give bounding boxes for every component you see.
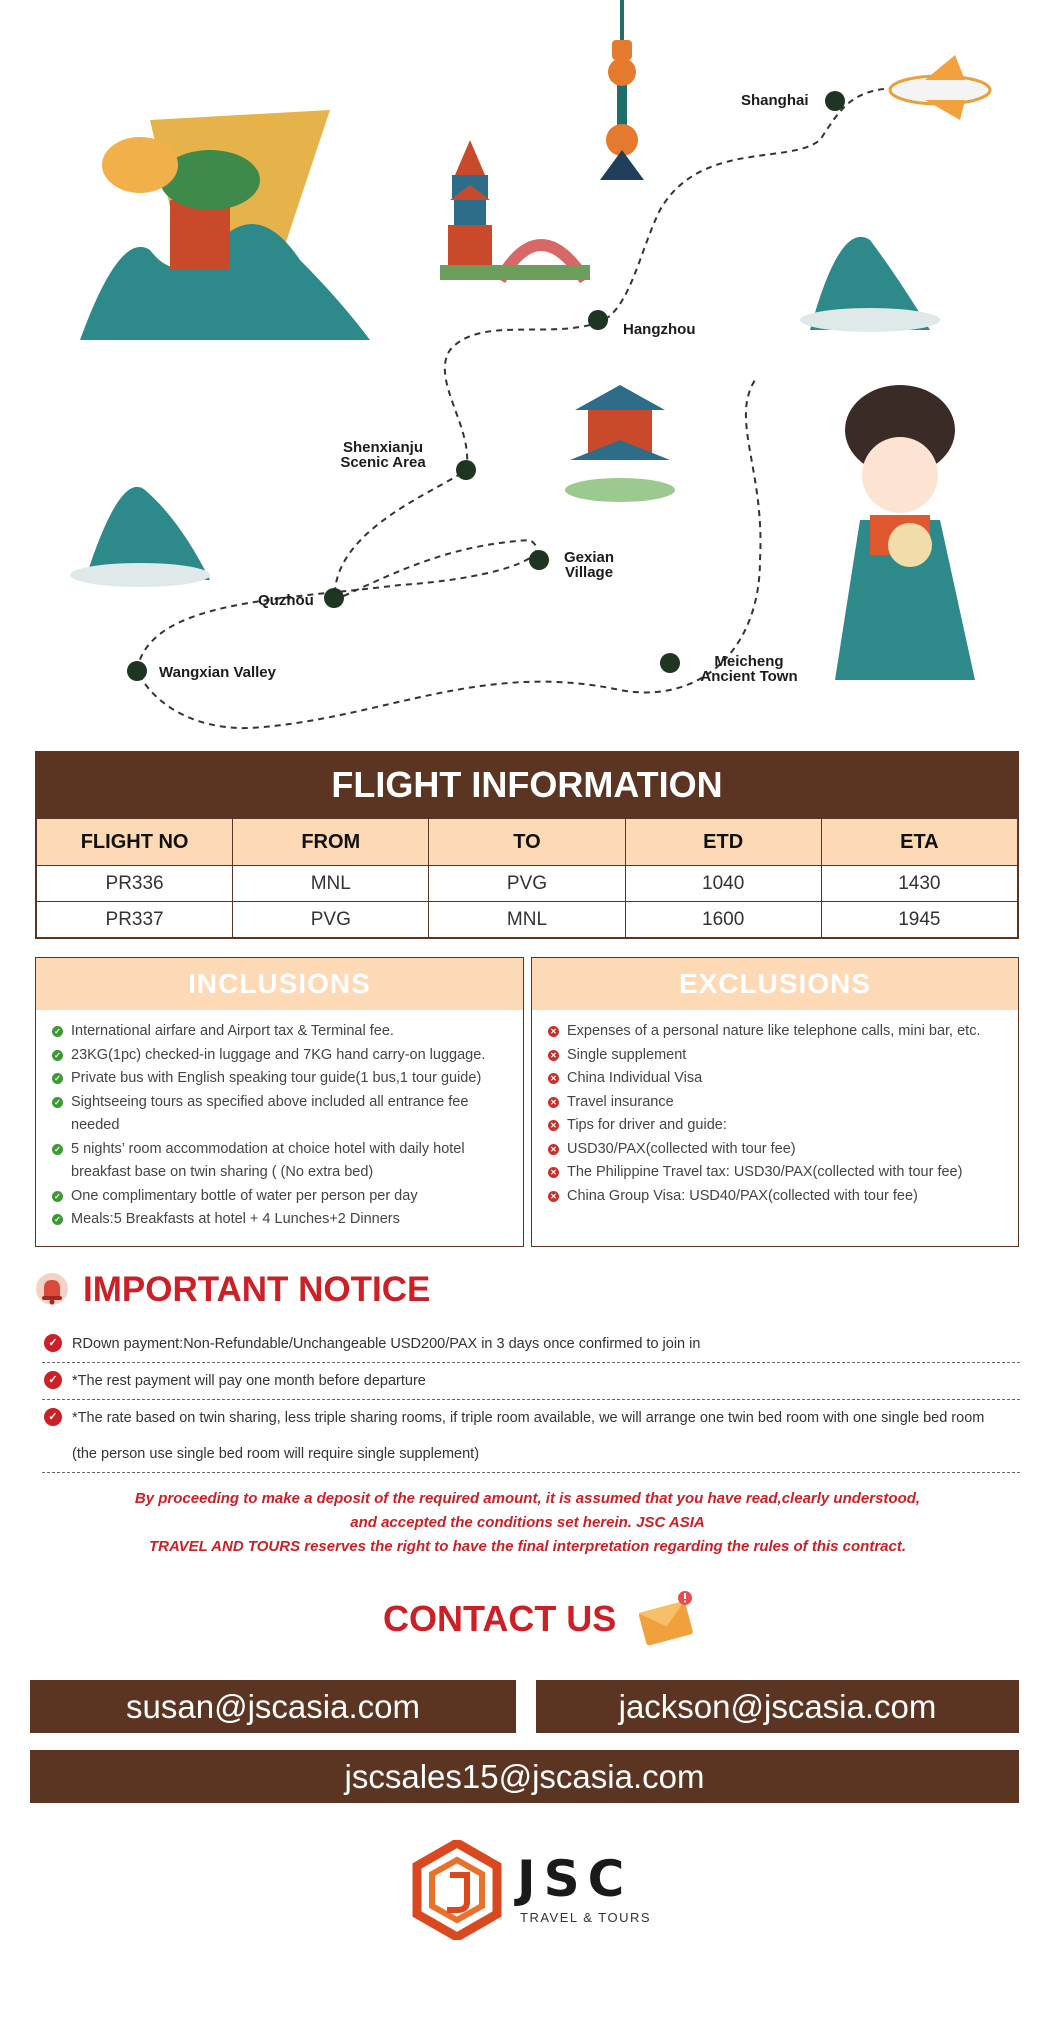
flight-table-header-row	[37, 819, 1018, 866]
jsc-logo-name: JSC	[517, 1850, 633, 1908]
list-item	[52, 1208, 511, 1232]
city-dot-quzhou	[324, 588, 344, 608]
list-item	[548, 1044, 1006, 1068]
list-item-text: 5 nights’ room accommodation at choice hotel with daily hotel breakfast base on twin sharing ( (No extra bed)	[71, 1140, 465, 1180]
exclusions-list	[532, 1010, 1018, 1208]
list-item-text: Single supplement	[567, 1046, 687, 1063]
pavilion-illustration	[565, 385, 675, 502]
list-item	[52, 1091, 511, 1138]
city-dot-shenxianju	[456, 460, 476, 480]
cross-icon: ✕	[548, 1097, 559, 1108]
list-item-text: USD30/PAX(collected with tour fee)	[567, 1140, 796, 1157]
list-item-text: Sightseeing tours as specified above included all entrance fee needed	[71, 1093, 469, 1133]
list-item	[52, 1067, 511, 1091]
check-icon: ✓	[52, 1097, 63, 1108]
list-item-text: Meals:5 Breakfasts at hotel + 4 Lunches+2 Dinners	[71, 1211, 400, 1227]
list-item	[548, 1138, 1006, 1162]
city-dot-shanghai	[825, 91, 845, 111]
jsc-logo	[412, 1840, 652, 1950]
city-label-shenxianju-line2: Scenic Area	[340, 454, 426, 471]
notice-item	[42, 1400, 1020, 1473]
city-dot-hangzhou	[588, 310, 608, 330]
list-item-text: Expenses of a personal nature like telephone calls, mini bar, etc.	[567, 1023, 981, 1039]
check-icon: ✓	[52, 1026, 63, 1037]
list-item	[548, 1067, 1006, 1091]
cross-icon: ✕	[548, 1144, 559, 1155]
list-item-text: Tips for driver and guide:	[567, 1117, 727, 1133]
flight-cell: 1040	[625, 866, 821, 902]
table-row	[37, 866, 1018, 902]
exclusions-title: EXCLUSIONS	[532, 958, 1018, 1010]
mountain-illustration-left	[70, 487, 210, 587]
city-dot-wangxian	[127, 661, 147, 681]
city-label-meicheng-line2: Ancient Town	[700, 668, 798, 685]
check-circle-icon: ✓	[44, 1371, 62, 1389]
city-label-shanghai: Shanghai	[741, 92, 809, 109]
flight-information-title: FLIGHT INFORMATION	[36, 752, 1018, 818]
flight-col-header: FROM	[233, 819, 429, 866]
cross-icon: ✕	[548, 1191, 559, 1202]
disclaimer-line: TRAVEL AND TOURS reserves the right to have the final interpretation regarding the rules of this contract.	[148, 1538, 907, 1555]
list-item-text: One complimentary bottle of water per person per day	[71, 1187, 418, 1204]
list-item-text: China Individual Visa	[567, 1070, 703, 1086]
flight-cell: PVG	[233, 902, 429, 938]
jsc-logo-mark	[412, 1840, 502, 1940]
flight-col-header: ETD	[625, 819, 821, 866]
email-susan[interactable]: susan@jscasia.com	[30, 1680, 516, 1733]
route-map	[0, 0, 1056, 750]
list-item-text: 23KG(1pc) checked-in luggage and 7KG hand carry-on luggage.	[71, 1046, 486, 1063]
city-label-meicheng	[690, 654, 808, 684]
important-notice-title: IMPORTANT NOTICE	[83, 1270, 431, 1309]
email-jscsales15[interactable]: jscsales15@jscasia.com	[30, 1750, 1019, 1803]
flight-col-header: FLIGHT NO	[37, 819, 233, 866]
pagoda-bridge-illustration	[440, 140, 590, 280]
mountain-fan-illustration	[80, 110, 370, 340]
alarm-bell-icon	[35, 1272, 69, 1306]
flight-col-header: TO	[429, 819, 625, 866]
cross-icon: ✕	[548, 1167, 559, 1178]
notice-item-text: RDown payment:Non-Refundable/Unchangeable USD200/PAX in 3 days once confirmed to join in	[72, 1336, 701, 1352]
check-circle-icon: ✓	[44, 1408, 62, 1426]
flight-col-header: ETA	[821, 819, 1017, 866]
flight-cell: MNL	[429, 902, 625, 938]
jsc-logo-subtitle: TRAVEL & TOURS	[520, 1910, 652, 1925]
list-item	[52, 1044, 511, 1068]
city-dot-gexian	[529, 550, 549, 570]
flight-cell: PR337	[37, 902, 233, 938]
disclaimer-line: and accepted the conditions set herein. JSC ASIA	[350, 1514, 705, 1531]
city-label-gexian-line1: Gexian	[563, 549, 615, 566]
city-label-wangxian: Wangxian Valley	[159, 664, 276, 681]
exclusions-box	[531, 957, 1019, 1247]
list-item	[548, 1091, 1006, 1115]
list-item	[548, 1020, 1006, 1044]
notice-item	[42, 1363, 1020, 1400]
city-label-shenxianju-line1: Shenxianju	[342, 439, 424, 456]
notice-item	[42, 1326, 1020, 1363]
cross-icon: ✕	[548, 1050, 559, 1061]
list-item-text: International airfare and Airport tax & Terminal fee.	[71, 1023, 394, 1039]
list-item	[548, 1185, 1006, 1209]
city-label-gexian-line2: Village	[564, 564, 614, 581]
table-row	[37, 902, 1018, 938]
city-label-shenxianju	[333, 440, 433, 470]
check-icon: ✓	[52, 1144, 63, 1155]
route-map-graphic	[0, 0, 1056, 750]
flight-information-section	[35, 751, 1019, 939]
disclaimer-line: By proceeding to make a deposit of the required amount, it is assumed that you have read,clearly understood,	[134, 1490, 921, 1507]
list-item	[548, 1161, 1006, 1185]
flight-table	[36, 818, 1018, 938]
city-dot-meicheng	[660, 653, 680, 673]
flight-cell: PR336	[37, 866, 233, 902]
list-item-text: Travel insurance	[567, 1093, 674, 1110]
list-item-text: Private bus with English speaking tour guide(1 bus,1 tour guide)	[71, 1070, 482, 1086]
notice-item-text-continued: (the person use single bed room will require single supplement)	[72, 1446, 480, 1462]
list-item-text: China Group Visa: USD40/PAX(collected with tour fee)	[567, 1187, 918, 1204]
check-icon: ✓	[52, 1214, 63, 1225]
contact-us-title: CONTACT US	[383, 1598, 617, 1639]
airplane-illustration	[890, 55, 990, 120]
check-icon: ✓	[52, 1191, 63, 1202]
inclusions-box	[35, 957, 524, 1247]
disclaimer	[60, 1487, 995, 1559]
envelope-icon	[635, 1588, 699, 1646]
city-label-gexian	[555, 550, 623, 580]
city-label-quzhou: Quzhou	[258, 592, 314, 609]
list-item	[52, 1138, 511, 1185]
city-label-meicheng-line1: Meicheng	[714, 653, 784, 670]
city-label-hangzhou: Hangzhou	[623, 321, 696, 338]
email-jackson[interactable]: jackson@jscasia.com	[536, 1680, 1019, 1733]
check-icon: ✓	[52, 1073, 63, 1084]
cross-icon: ✕	[548, 1120, 559, 1131]
list-item	[548, 1114, 1006, 1138]
tower-illustration	[600, 0, 644, 180]
lady-illustration	[835, 385, 975, 680]
notice-item-text: *The rate based on twin sharing, less triple sharing rooms, if triple room available, we will arrange one twin bed room with one single bed room	[72, 1410, 985, 1426]
flight-cell: 1945	[821, 902, 1017, 938]
inclusions-title: INCLUSIONS	[36, 958, 523, 1010]
flight-cell: MNL	[233, 866, 429, 902]
inclusions-list	[36, 1010, 523, 1232]
check-circle-icon: ✓	[44, 1334, 62, 1352]
check-icon: ✓	[52, 1050, 63, 1061]
cross-icon: ✕	[548, 1073, 559, 1084]
list-item	[52, 1185, 511, 1209]
cross-icon: ✕	[548, 1026, 559, 1037]
notice-item-text: *The rest payment will pay one month before departure	[72, 1373, 426, 1389]
mountain-illustration-right	[800, 237, 940, 332]
notice-list	[42, 1326, 1020, 1473]
flight-cell: 1600	[625, 902, 821, 938]
list-item	[52, 1020, 511, 1044]
flight-cell: 1430	[821, 866, 1017, 902]
list-item-text: The Philippine Travel tax: USD30/PAX(collected with tour fee)	[567, 1164, 963, 1180]
flight-cell: PVG	[429, 866, 625, 902]
